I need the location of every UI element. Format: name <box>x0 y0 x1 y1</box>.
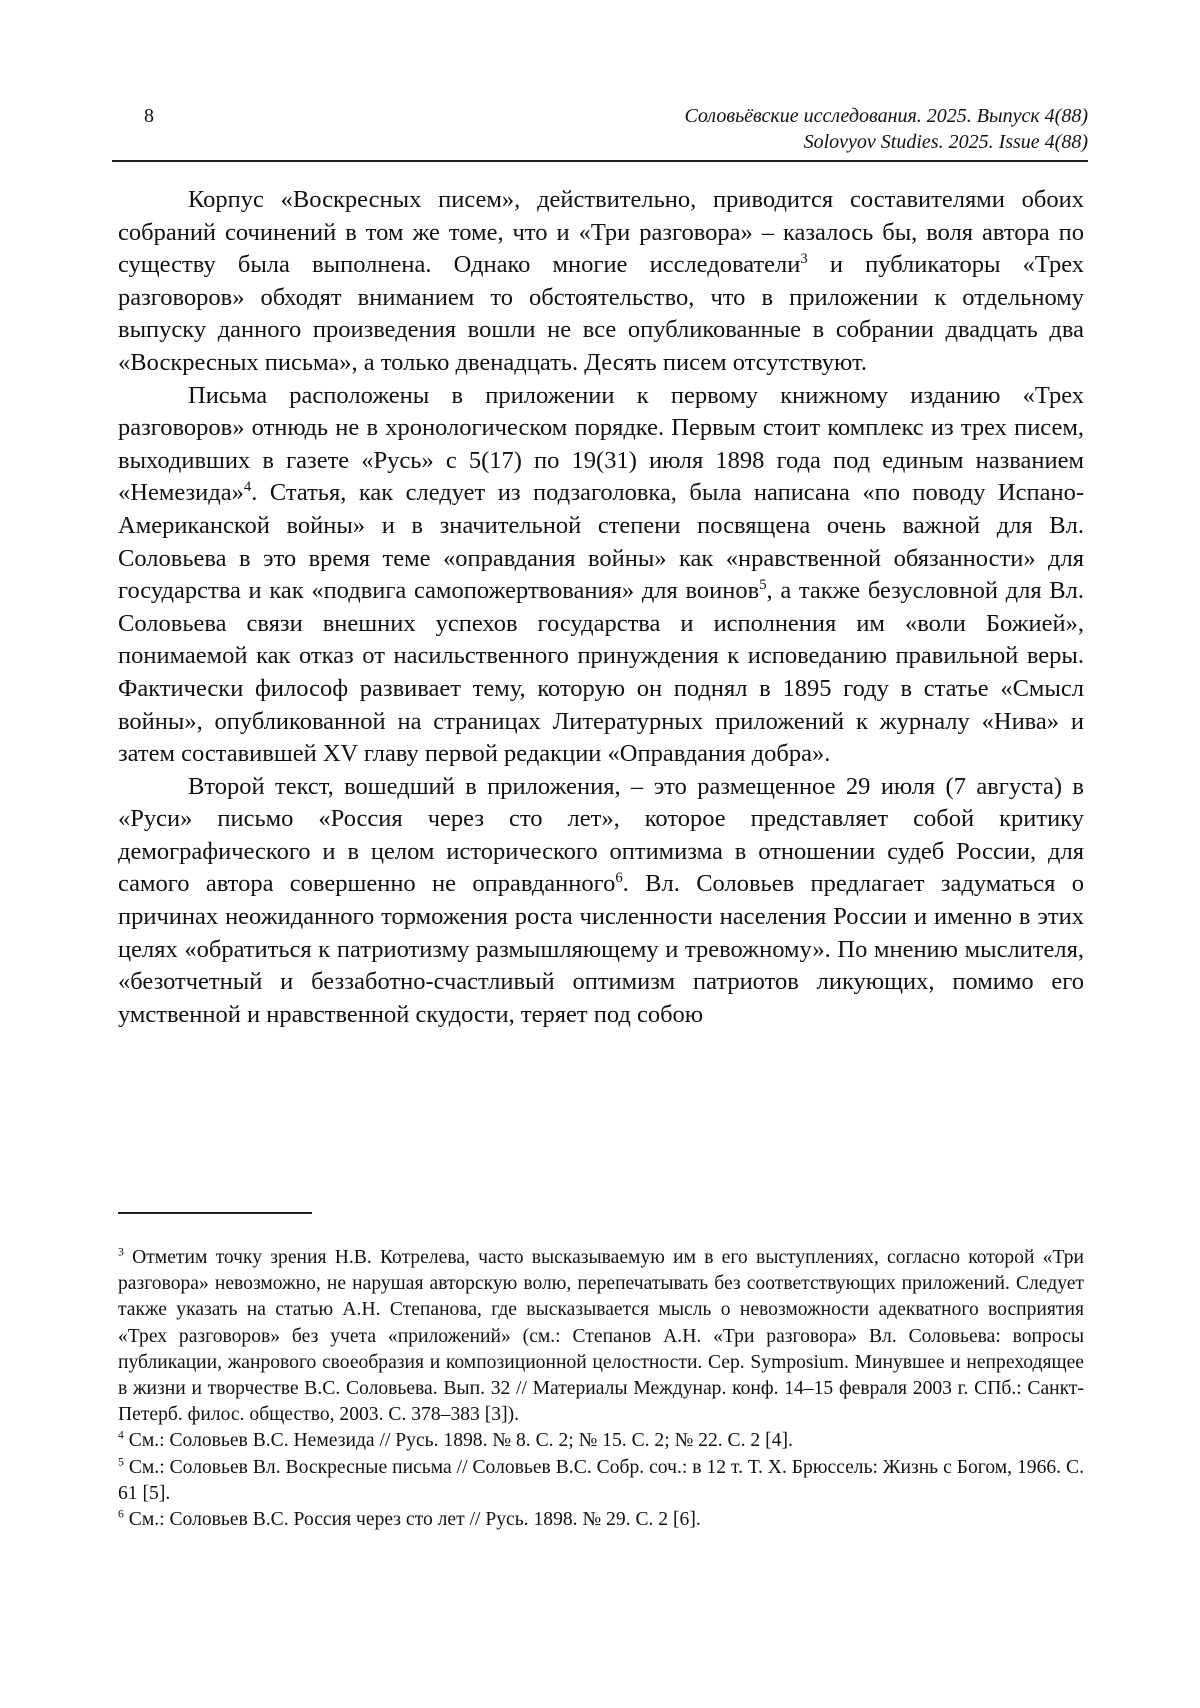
footnote-number: 6 <box>118 1507 124 1521</box>
journal-title-en: Solovyov Studies. 2025. Issue 4(88) <box>803 131 1088 153</box>
footnote-rule <box>118 1212 312 1214</box>
footnote-text: См.: Соловьев В.С. Россия через сто лет // Русь. 1898. № 29. С. 2 [6]. <box>123 1509 701 1531</box>
footnote-number: 4 <box>118 1428 124 1442</box>
footnote-text: См.: Соловьев Вл. Воскресные письма // Соловьев В.С. Собр. соч.: в 12 т. Т. X. Брюссель: Жизнь с Богом, 1966. С. 61 [5]. <box>118 1456 1084 1504</box>
footnote-ref-5[interactable]: 5 <box>759 576 767 593</box>
paragraph-1-text-a: Корпус «Воскресных писем», действительно, приводится составителями обоих собраний сочинений в том же томе, что и «Три разговора» – казалось бы, воля автора по существу была выполнена. Однако многие исследователи <box>118 186 1084 279</box>
journal-title-ru: Соловьёвские исследования. 2025. Выпуск 4(88) <box>684 105 1088 127</box>
paragraph-2-text-c: , а также безусловной для Вл. Соловьева связи внешних успехов государства и исполнения им «воли Божией», понимаемой как отказ от насильственного принуждения к исповеданию правильной веры. Фактически философ развивает тему, которую он поднял в 1895 году в статье «Смысл войны», опубликованной на страницах Литературных приложений к журналу «Нива» и затем составившей XV главу первой редакции «Оправдания добра». <box>118 577 1084 768</box>
footnote-4 <box>118 1428 1084 1454</box>
paragraph-1-text-b: и публикаторы «Трех разговоров» обходят вниманием то обстоятельство, что в приложении к отдельному выпуску данного произведения вошли не все опубликованные в собрании двадцать два «Воскресных письма», а только двенадцать. Десять писем отсутствуют. <box>118 251 1085 376</box>
paragraph-2-text-b: . Статья, как следует из подзаголовка, была написана «по поводу Испано-Американской войны» и в значительной степени посвящена очень важной для Вл. Соловьева в это время теме «оправдания войны» как «нравственной обязанности» для государства и как «подвига самопожертвования» для воинов <box>118 479 1084 605</box>
header-rule <box>112 160 1088 162</box>
footnote-ref-3[interactable]: 3 <box>800 251 808 268</box>
footnote-ref-4[interactable]: 4 <box>243 479 252 496</box>
footnote-3 <box>118 1245 1084 1428</box>
footnote-number: 5 <box>118 1455 124 1469</box>
footnote-number: 3 <box>118 1245 124 1259</box>
paragraph-1 <box>118 184 1084 380</box>
footnote-6 <box>118 1507 1084 1533</box>
footnote-text: См.: Соловьев В.С. Немезида // Русь. 1898. № 8. С. 2; № 15. С. 2; № 22. С. 2 [4]. <box>123 1430 793 1452</box>
paragraph-3 <box>118 771 1084 1032</box>
body-text <box>118 184 1084 1031</box>
paragraph-3-text-a: Второй текст, вошедший в приложения, – это размещенное 29 июля (7 августа) в «Руси» письмо «Россия через сто лет», которое представляет собой критику демографического и в целом исторического оптимизма в отношении судеб России, для самого автора совершенно не оправданного <box>118 772 1084 898</box>
paragraph-3-text-b: . Вл. Соловьев предлагает задуматься о причинах неожиданного торможения роста численности населения России и именно в этих целях «обратиться к патриотизму размышляющему и тревожному». По мнению мыслителя, «безотчетный и беззаботно-счастливый оптимизм патриотов ликующих, помимо его умственной и нравственной скудости, теряет под собою <box>118 870 1084 1028</box>
paragraph-2 <box>118 380 1084 771</box>
footnote-text: Отметим точку зрения Н.В. Котрелева, часто высказываемую им в его выступлениях, согласно которой «Три разговора» невозможно, не нарушая авторскую волю, перепечатывать без соответствующих приложений. Следует также указать на статью А.Н. Степанова, где высказывается мысль о невозможности адекватного восприятия «Трех разговоров» без учета «приложений» (см.: Степанов А.Н. «Три разговора» Вл. Соловьева: вопросы публикации, жанрового своеобразия и композиционной целостности. Сер. Symposium. Минувшее и непреходящее в жизни и творчестве В.С. Соловьева. Вып. 32 // Материалы Междунар. конф. 14–15 февраля 2003 г. СПб.: Санкт-Петерб. филос. общество, 2003. С. 378–383 [3]). <box>118 1247 1084 1426</box>
footnote-5 <box>118 1455 1084 1507</box>
footnote-ref-6[interactable]: 6 <box>615 870 623 887</box>
page-number: 8 <box>144 105 154 127</box>
footnotes <box>118 1245 1084 1533</box>
running-head <box>388 103 1088 155</box>
paragraph-2-text-a: Письма расположены в приложении к первому книжному изданию «Трех разговоров» отнюдь не в хронологическом порядке. Первым стоит комплекс из трех писем, выходивших в газете «Русь» с 5(17) по 19(31) июля 1898 года под единым названием «Немезида» <box>118 381 1084 507</box>
